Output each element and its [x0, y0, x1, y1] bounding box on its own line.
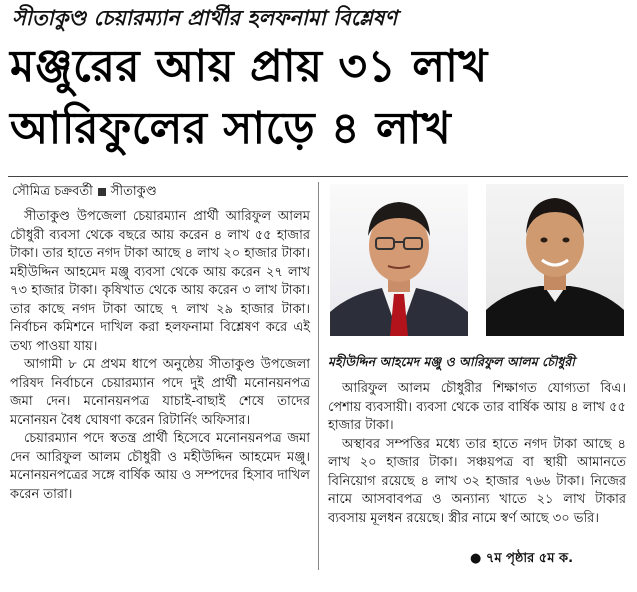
- paragraph-2: আগামী ৮ মে প্রথম ধাপে অনুষ্ঠেয় সীতাকুণ্ড উপজেলা পরিষদ নির্বাচনে চেয়ারম্যান পদে দুই প্রার্থী মনোনয়নপত্র জমা দেন। মনোনয়নপত্র যাচাই-বাছাই শেষে তাদের মনোনয়ন বৈধ ঘোষণা করেন রিটার্নিং অফিসার।: [10, 357, 310, 428]
- byline-author: সৌমিত্র চক্রবর্তী: [12, 184, 93, 199]
- portrait-illustration-2: [486, 184, 624, 336]
- portrait-illustration-1: [330, 184, 468, 336]
- paragraph-5: অস্থাবর সম্পত্তির মধ্যে তার হাতে নগদ টাকা আছে ৪ লাখ ২০ হাজার টাকা। সঞ্চয়পত্র বা স্থায়ী আমানতে বিনিয়োগ রয়েছে ৪ লাখ ৩২ হাজার ৭৬৬ টাকা। নিজের নামে আসবাবপত্র ও অন্যান্য খাতে ২১ লাখ টাকার ব্যবসায় মূলধন রয়েছে। স্ত্রীর নামে স্বর্ণ আছে ৩০ ভরি।: [328, 436, 626, 526]
- paragraph-3: চেয়ারম্যান পদে স্বতন্ত্র প্রার্থী হিসেবে মনোনয়নপত্র জমা দেন আরিফুল আলম চৌধুরী ও মহীউদ্দিন আহমেদ মঞ্জু। মনোনয়নপত্রের সঙ্গে বার্ষিক আয় ও সম্পদের হিসাব দাখিল করেন তারা।: [10, 431, 310, 502]
- byline: [12, 183, 157, 201]
- continued-on-page: ● ৭ম পৃষ্ঠার ৫ম ক.: [470, 551, 574, 566]
- paragraph-4: আরিফুল আলম চৌধুরীর শিক্ষাগত যোগ্যতা বিএ। পেশায় ব্যবসায়ী। ব্যবসা থেকে তার বার্ষিক আয় ৪ লাখ ৫৫ হাজার টাকা।: [328, 381, 626, 433]
- byline-separator-icon: [98, 188, 106, 196]
- headline-divider: [8, 176, 628, 177]
- byline-location: সীতাকুণ্ড: [110, 184, 157, 199]
- headline-line-2: আরিফুলের সাড়ে ৪ লাখ: [10, 103, 452, 154]
- photo-mohiuddin-ahmed-monju: [330, 184, 468, 336]
- photo-caption: মহীউদ্দিন আহমেদ মঞ্জু ও আরিফুল আলম চৌধুরী: [328, 354, 575, 369]
- article-right-column: [328, 380, 626, 528]
- headline-line-1: মঞ্জুরের আয় প্রায় ৩১ লাখ: [10, 41, 488, 92]
- column-divider: [318, 182, 319, 570]
- photo-ariful-alam-chowdhury: [486, 184, 624, 336]
- article-left-column: [10, 208, 310, 504]
- paragraph-1: সীতাকুণ্ড উপজেলা চেয়ারম্যান প্রার্থী আরিফুল আলম চৌধুরী ব্যবসা থেকে বছরে আয় করেন ৪ লাখ ৫৫ হাজার টাকা। তার হাতে নগদ টাকা আছে ৪ লাখ ২০ হাজার টাকা। মহীউদ্দিন আহমেদ মঞ্জু ব্যবসা থেকে আয় করেন ২৭ লাখ ৭৩ হাজার টাকা। কৃষিখাত থেকে আয় করেন ৩ লাখ টাকা। তার কাছে নগদ টাকা আছে ৭ লাখ ২৯ হাজার টাকা। নির্বাচন কমিশনে দাখিল করা হলফনামা বিশ্লেষণ করে এই তথ্য পাওয়া যায়।: [10, 209, 310, 354]
- kicker-line: সীতাকুণ্ড চেয়ারম্যান প্রার্থীর হলফনামা বিশ্লেষণ: [12, 5, 398, 30]
